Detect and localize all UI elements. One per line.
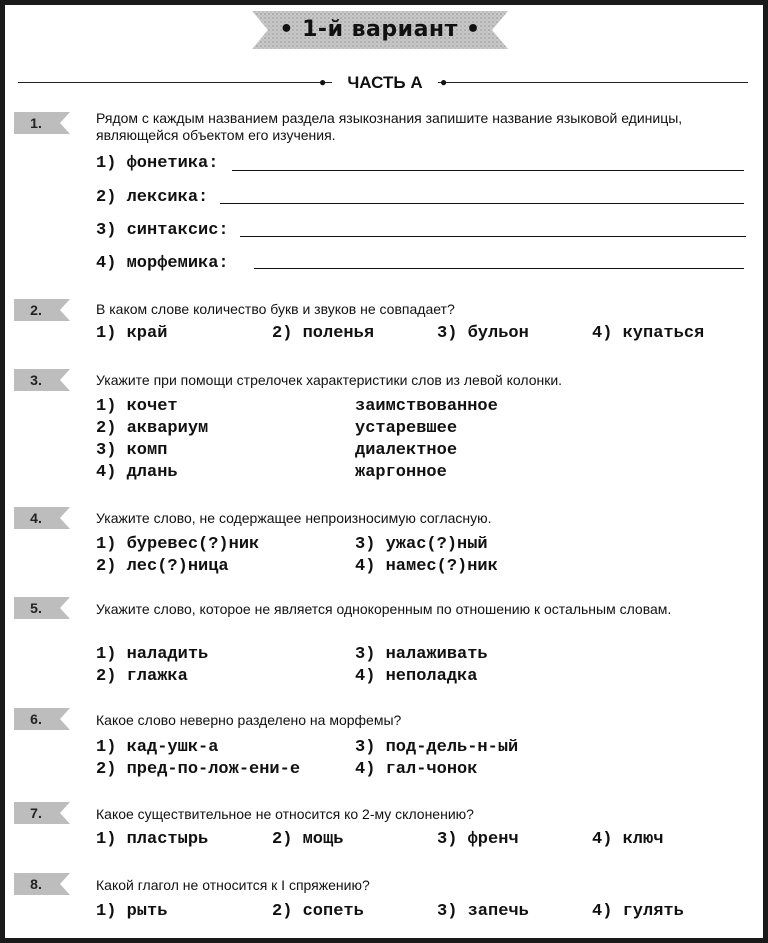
answer-option: 4) морфемика: [96, 254, 229, 273]
divider-line-left [18, 82, 333, 83]
question-number-badge [14, 708, 70, 730]
question-text: Укажите слово, не содержащее непроизносимую согласную. [96, 510, 492, 526]
word-left-column[interactable]: 1) кочет [96, 397, 178, 416]
answer-option: 1) фонетика: [96, 154, 219, 173]
question-number: 7. [30, 805, 42, 821]
answer-option: 3) синтаксис: [96, 221, 229, 240]
answer-option[interactable]: 1) наладить [96, 645, 209, 664]
divider-dot-icon: ● [440, 75, 448, 89]
answer-option: 2) лексика: [96, 188, 209, 207]
answer-option[interactable]: 2) глажка [96, 667, 188, 686]
answer-option[interactable]: 1) край [96, 324, 168, 343]
answer-option[interactable]: 4) купаться [592, 324, 705, 343]
answer-blank-line[interactable] [220, 203, 744, 204]
answer-option[interactable]: 3) френч [437, 830, 519, 849]
question-number-badge [14, 299, 70, 321]
answer-option[interactable]: 4) неполадка [355, 667, 478, 686]
answer-blank-line[interactable] [232, 170, 744, 171]
characteristic-right-column[interactable]: жаргонное [355, 463, 447, 482]
question-number: 1. [30, 115, 42, 131]
question-text: Какой глагол не относится к I спряжению? [96, 877, 370, 893]
answer-option[interactable]: 1) пластырь [96, 830, 209, 849]
answer-option[interactable]: 2) лес(?)ница [96, 557, 229, 576]
question-number: 3. [30, 372, 42, 388]
word-left-column[interactable]: 4) длань [96, 463, 178, 482]
answer-option[interactable]: 4) гулять [592, 902, 684, 921]
divider-dot-icon: ● [319, 75, 327, 89]
question-text: Рядом с каждым названием раздела языкознания запишите название языковой единицы, являющейся объектом его изучения. [96, 110, 683, 143]
question-number-badge [14, 112, 70, 134]
question-number: 8. [30, 876, 42, 892]
answer-option[interactable]: 3) запечь [437, 902, 529, 921]
answer-option[interactable]: 1) рыть [96, 902, 168, 921]
divider-line-right [438, 82, 748, 83]
question-text: Какое слово неверно разделено на морфемы? [96, 712, 402, 728]
characteristic-right-column[interactable]: устаревшее [355, 419, 458, 438]
question-text: Укажите при помощи стрелочек характеристики слов из левой колонки. [96, 372, 563, 388]
answer-option[interactable]: 4) ключ [592, 830, 664, 849]
question-text: Какое существительное не относится ко 2-му склонению? [96, 806, 474, 822]
answer-option[interactable]: 4) гал-чонок [355, 760, 478, 779]
answer-option[interactable]: 2) сопеть [272, 902, 364, 921]
answer-blank-line[interactable] [240, 236, 746, 237]
question-number: 2. [30, 302, 42, 318]
answer-option[interactable]: 3) под-дель-н-ый [355, 738, 519, 757]
answer-option[interactable]: 2) пред-по-лож-ени-е [96, 760, 301, 779]
question-number: 6. [30, 711, 42, 727]
question-number-badge [14, 873, 70, 895]
answer-option[interactable]: 3) ужас(?)ный [355, 535, 488, 554]
word-left-column[interactable]: 2) аквариум [96, 419, 209, 438]
part-title: ЧАСТЬ А [332, 71, 438, 95]
answer-option[interactable]: 3) бульон [437, 324, 529, 343]
question-number-badge [14, 369, 70, 391]
answer-option[interactable]: 2) поленья [272, 324, 375, 343]
question-number: 4. [30, 510, 42, 526]
answer-option[interactable]: 4) намес(?)ник [355, 557, 498, 576]
word-left-column[interactable]: 3) комп [96, 441, 168, 460]
answer-blank-line[interactable] [254, 268, 744, 269]
question-number: 5. [30, 600, 42, 616]
variant-title: • 1-й вариант • [279, 17, 481, 42]
question-number-badge [14, 802, 70, 824]
answer-option[interactable]: 3) налаживать [355, 645, 488, 664]
answer-option[interactable]: 2) мощь [272, 830, 344, 849]
answer-option[interactable]: 1) буревес(?)ник [96, 535, 260, 554]
question-number-badge [14, 507, 70, 529]
characteristic-right-column[interactable]: диалектное [355, 441, 458, 460]
question-text: В каком слове количество букв и звуков не совпадает? [96, 301, 455, 317]
variant-banner [252, 9, 508, 51]
characteristic-right-column[interactable]: заимствованное [355, 397, 498, 416]
question-number-badge [14, 597, 70, 619]
answer-option[interactable]: 1) кад-ушк-а [96, 738, 219, 757]
question-text: Укажите слово, которое не является однокоренным по отношению к остальным словам. [96, 601, 672, 617]
